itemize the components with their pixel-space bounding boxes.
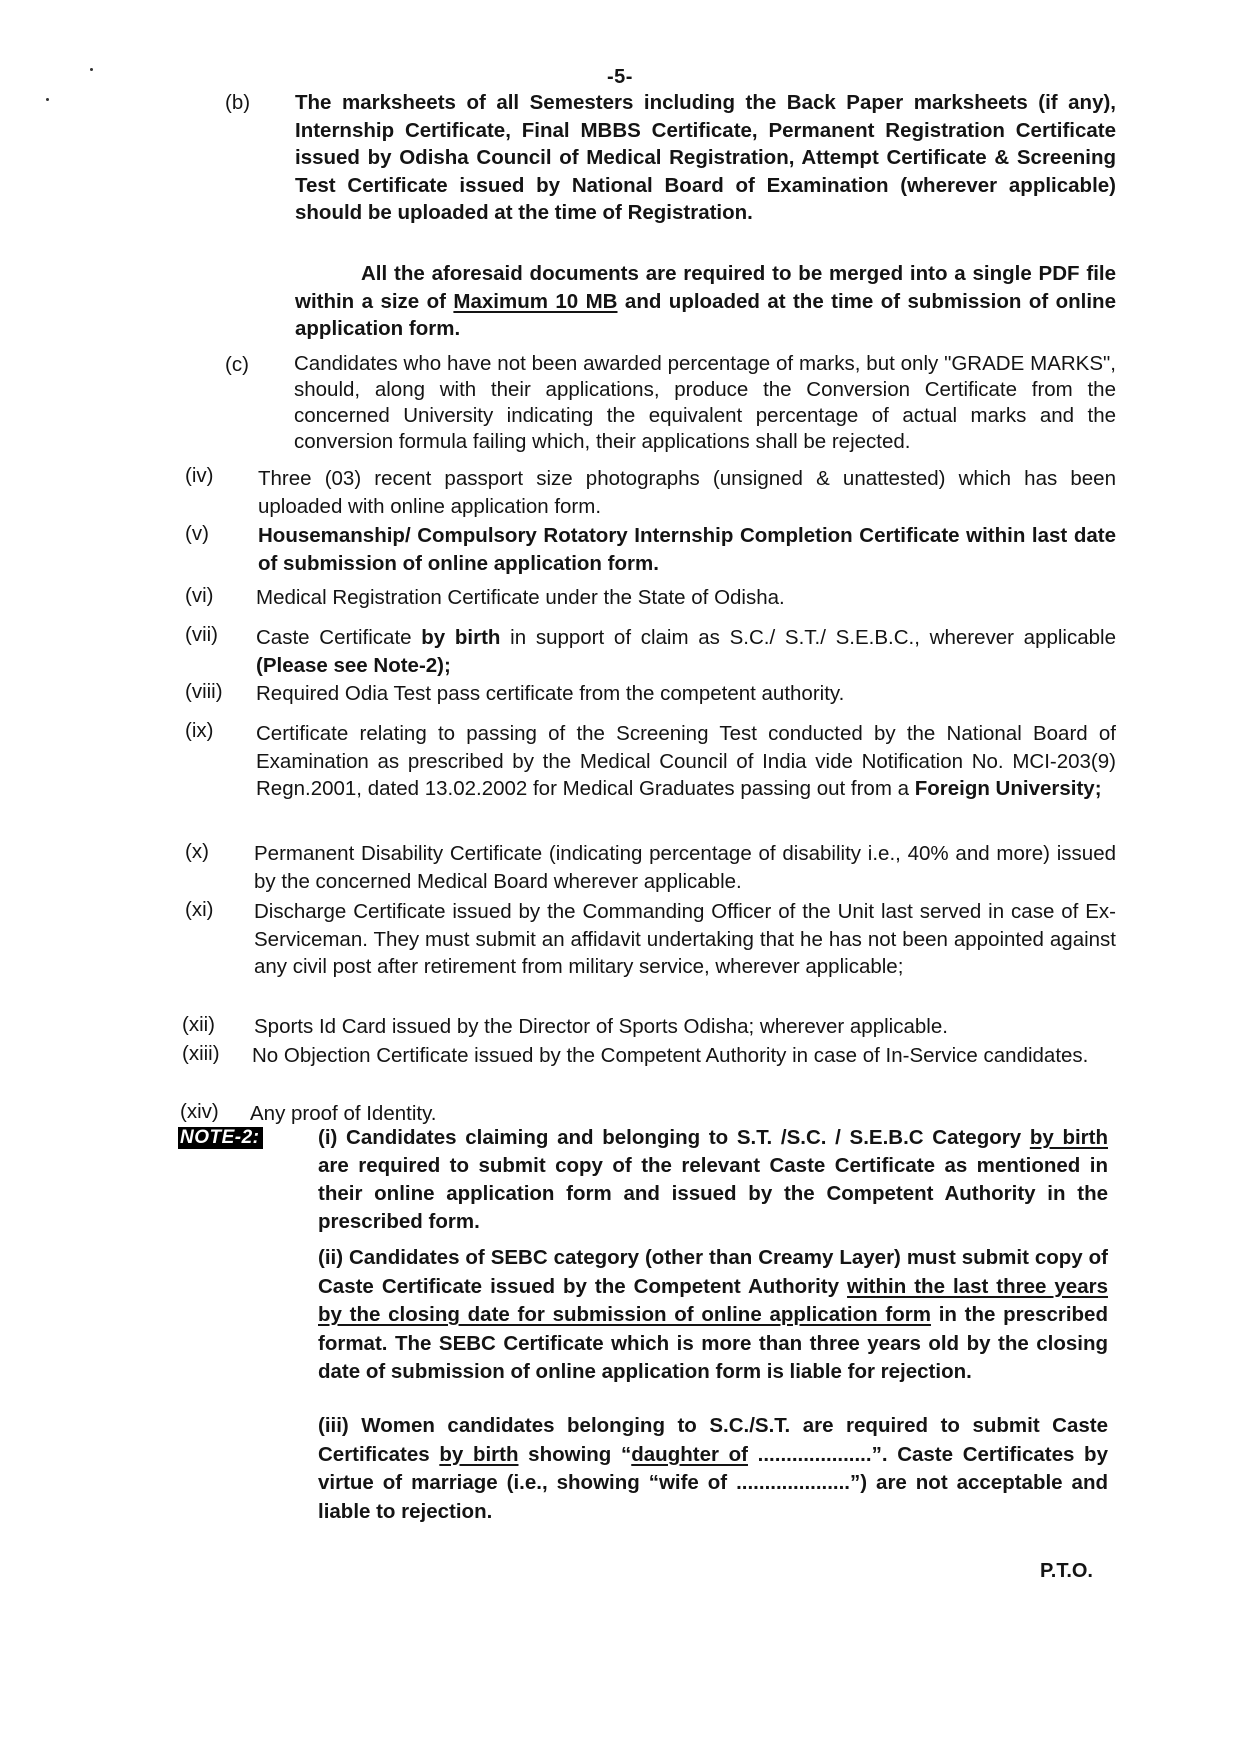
- item-iv-text: Three (03) recent passport size photographs (unsigned & unattested) which has been uploaded with online application form.: [258, 467, 1116, 518]
- item-xiii-text: No Objection Certificate issued by the Competent Authority in case of In-Service candidates.: [252, 1044, 1089, 1067]
- item-c-text: Candidates who have not been awarded percentage of marks, but only "GRADE MARKS", should, along with their applications, produce the Conversion Certificate from the concerned University indicating the equivalent percentage of actual marks and the conversion formula failing which, their applications shall be rejected.: [294, 352, 1116, 453]
- vii-mid: in support of claim as S.C./ S.T./ S.E.B.C., wherever applicable: [500, 626, 1116, 649]
- ix-pre: Certificate relating to passing of the Screening Test conducted by the National Board of Examination as prescribed by the Medical Council of India vide Notification No. MCI-203(9) Regn.2001, dated 13.02.2002 for Medical Graduates passing out from a: [256, 722, 1116, 800]
- ix-foreign-university: Foreign University;: [914, 777, 1102, 800]
- page-number: -5-: [607, 66, 633, 88]
- item-x-text: Permanent Disability Certificate (indicating percentage of disability i.e., 40% and more) issued by the concerned Medical Board wherever applicable.: [254, 842, 1116, 893]
- item-label-ix: (ix): [185, 719, 214, 742]
- item-label-b: (b): [225, 91, 251, 114]
- note-ii-deadline: within the last three years by the closing date for submission of online application form: [318, 1274, 1108, 1326]
- item-label-xii: (xii): [182, 1013, 216, 1036]
- merge-note-pre: All the aforesaid documents are required to be merged into a single PDF file within a size of: [295, 262, 1116, 313]
- note-ii-pre: (ii) Candidates of SEBC category (other than Creamy Layer) must submit copy of Caste Certificate issued by the Competent Authority: [318, 1246, 1108, 1298]
- item-xi-text: Discharge Certificate issued by the Commanding Officer of the Unit last served in case of Ex-Serviceman. They must submit an affidavit undertaking that he has not been appointed against any civil post after retirement from military service, wherever applicable;: [254, 900, 1116, 978]
- item-label-vii: (vii): [185, 623, 219, 646]
- item-b-text: The marksheets of all Semesters including the Back Paper marksheets (if any), Internship Certificate, Final MBBS Certificate, Permanent Registration Certificate issued by Odisha Council of Medical Registration, Attempt Certificate & Screening Test Certificate issued by National Board of Examination (wherever applicable) should be uploaded at the time of Registration.: [295, 91, 1116, 224]
- item-label-xiii: (xiii): [182, 1042, 220, 1065]
- merge-note-post: and uploaded at the time of submission of online application form.: [295, 289, 1116, 340]
- item-b-merge-note: [295, 260, 1116, 343]
- note-2-badge: NOTE-2:: [178, 1127, 263, 1149]
- max-size-emphasis: Maximum 10 MB: [453, 289, 618, 313]
- item-ix-text: [256, 720, 1116, 803]
- scan-speck: [46, 98, 49, 101]
- item-label-xi: (xi): [185, 898, 214, 921]
- item-xii-text: Sports Id Card issued by the Director of Sports Odisha; wherever applicable.: [254, 1015, 948, 1038]
- note-iii-post: ....................”. Caste Certificates by virtue of marriage (i.e., showing “wife of ....................”) are not acceptable and liable to rejection.: [318, 1442, 1108, 1523]
- item-vii-text: [256, 624, 1116, 679]
- note-iii-mid: showing “: [518, 1442, 632, 1466]
- item-viii-text: Required Odia Test pass certificate from the competent authority.: [256, 682, 845, 705]
- item-vi-text: Medical Registration Certificate under the State of Odisha.: [256, 586, 785, 609]
- item-label-xiv: (xiv): [180, 1100, 219, 1123]
- note-i-by-birth: by birth: [1029, 1126, 1108, 1149]
- item-label-iv: (iv): [185, 464, 214, 487]
- pto-footer: P.T.O.: [1040, 1560, 1093, 1582]
- vii-by-birth: by birth: [421, 626, 501, 649]
- note-i-pre: (i) Candidates claiming and belonging to S.T. /S.C. / S.E.B.C Category: [318, 1126, 1030, 1149]
- note-2-point-iii: [318, 1412, 1108, 1526]
- vii-note-ref: (Please see Note-2);: [256, 653, 451, 677]
- item-v-text: Housemanship/ Compulsory Rotatory Internship Completion Certificate within last date of submission of online application form.: [258, 524, 1116, 575]
- note-2-point-ii: [318, 1244, 1108, 1387]
- note-iii-by-birth: by birth: [439, 1442, 519, 1466]
- item-label-v: (v): [185, 522, 209, 545]
- vii-pre: Caste Certificate: [256, 626, 422, 649]
- note-i-post: are required to submit copy of the relevant Caste Certificate as mentioned in their online application form and issued by the Competent Authority in the prescribed form.: [318, 1154, 1108, 1233]
- item-label-viii: (viii): [185, 680, 223, 703]
- item-xiv-text: Any proof of Identity.: [250, 1102, 437, 1125]
- note-iii-daughter-of: daughter of: [631, 1442, 748, 1466]
- note-ii-post: in the prescribed format. The SEBC Certificate which is more than three years old by the closing date of submission of online application form is liable for rejection.: [318, 1303, 1108, 1383]
- item-label-c: (c): [225, 353, 249, 376]
- item-label-x: (x): [185, 840, 209, 863]
- note-iii-pre: (iii) Women candidates belonging to S.C./S.T. are required to submit Caste Certificates: [318, 1414, 1108, 1466]
- note-2-point-i: [318, 1124, 1108, 1236]
- item-label-vi: (vi): [185, 584, 214, 607]
